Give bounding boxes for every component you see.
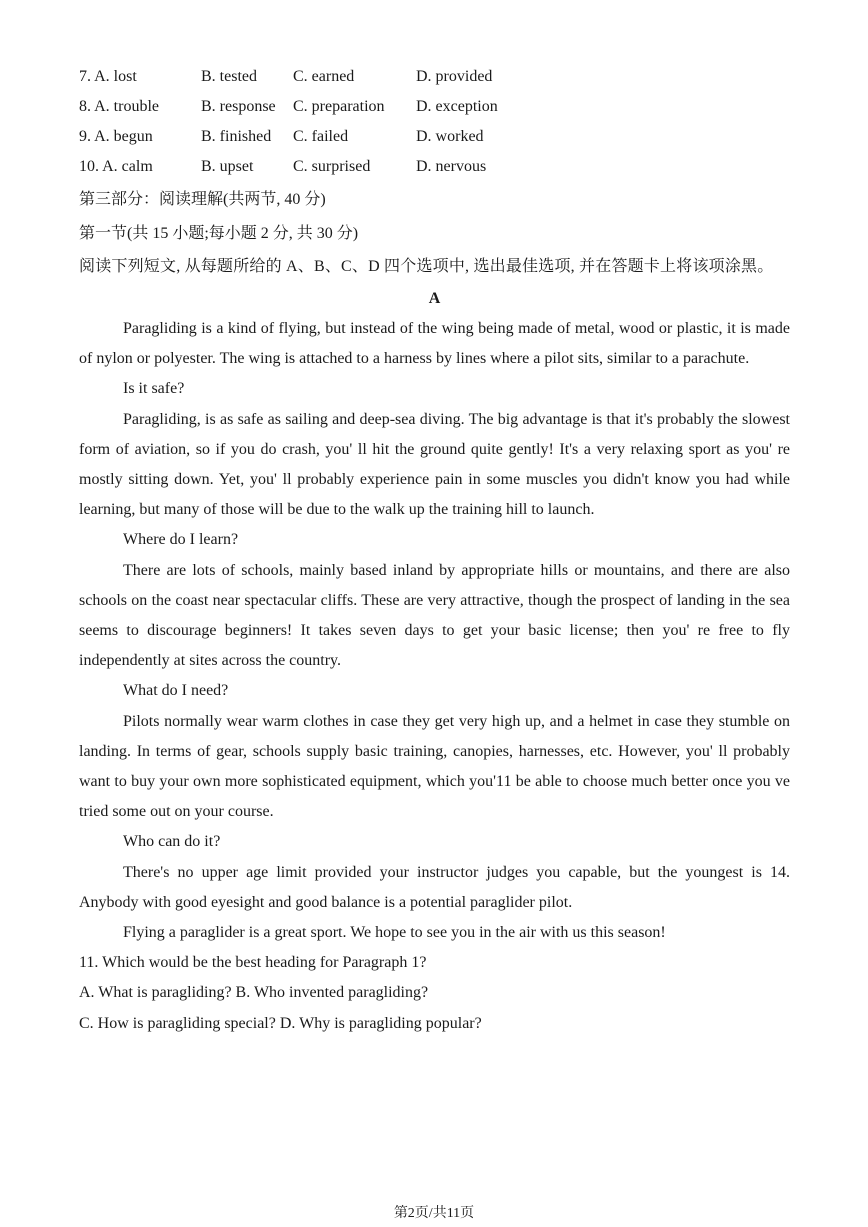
passage-paragraph: There's no upper age limit provided your instructor judges you capable, but the youngest is 14. Anybody with good eyesight and good balance is a potential paraglider pilot. <box>79 863 790 911</box>
option-b: B. response <box>201 98 276 115</box>
option-row-9 <box>79 122 790 152</box>
option-d: D. provided <box>416 68 493 85</box>
part-title: 第三部分：阅读理解(共两节, 40 分) <box>79 191 326 208</box>
option-b: B. tested <box>201 68 257 85</box>
section-title: 第一节(共 15 小题;每小题 2 分, 共 30 分) <box>79 225 359 242</box>
exam-page <box>79 62 790 1039</box>
passage-subheading: What do I need? <box>123 682 229 700</box>
question-block <box>79 948 790 1039</box>
cloze-options <box>79 62 790 182</box>
instructions: 阅读下列短文, 从每题所给的 A、B、C、D 四个选项中, 选出最佳选项, 并在答题卡上将该项涂黑。 <box>79 258 774 275</box>
option-c: C. failed <box>293 128 349 145</box>
option-a: 8. A. trouble <box>79 98 159 115</box>
passage-label: A <box>428 290 441 307</box>
option-d: D. worked <box>416 128 484 145</box>
option-c: C. preparation <box>293 98 385 115</box>
option-row-8 <box>79 92 790 122</box>
option-row-7 <box>79 62 790 92</box>
option-d: D. nervous <box>416 158 487 175</box>
option-row-10 <box>79 152 790 182</box>
question-options-line-2: C. How is paragliding special? D. Why is paragliding popular? <box>79 1014 482 1032</box>
passage-subheading: Is it safe? <box>123 380 185 398</box>
option-a: 7. A. lost <box>79 68 137 85</box>
page-footer: 第2页/共11页 <box>393 1206 475 1221</box>
passage-paragraph: Paragliding, is as safe as sailing and deep-sea diving. The big advantage is that it's probably the slowest form of aviation, so if you do crash, you' ll hit the ground quite gently! It's a very relaxing sport as you' re mostly sitting down. Yet, you' ll probably experience pain in some muscles you didn't know you had while learning, but many of those will be due to the walk up the training hill to launch. <box>79 410 790 519</box>
option-d: D. exception <box>416 98 498 115</box>
passage-paragraph: Flying a paraglider is a great sport. We hope to see you in the air with us this season! <box>123 924 666 942</box>
passage <box>79 314 790 948</box>
option-c: C. surprised <box>293 158 371 175</box>
option-b: B. upset <box>201 158 254 175</box>
passage-paragraph: There are lots of schools, mainly based inland by appropriate hills or mountains, and there are also schools on the coast near spectacular cliffs. These are very attractive, though the prospect of landing in the sea seems to discourage beginners! It takes seven days to get your basic license; then you' re free to fly independently at sites across the country. <box>79 561 790 670</box>
option-a: 9. A. begun <box>79 128 153 145</box>
passage-subheading: Where do I learn? <box>123 531 239 549</box>
option-a: 10. A. calm <box>79 158 153 175</box>
passage-paragraph: Pilots normally wear warm clothes in case they get very high up, and a helmet in case they stumble on landing. In terms of gear, schools supply basic training, canopies, harnesses, etc. However, you' ll probably want to buy your own more sophisticated equipment, which you'11 be able to choose much better once you ve tried some out on your course. <box>79 712 790 821</box>
passage-paragraph: Paragliding is a kind of flying, but instead of the wing being made of metal, wood or plastic, it is made of nylon or polyester. The wing is attached to a harness by lines where a pilot sits, similar to a parachute. <box>79 320 790 368</box>
option-b: B. finished <box>201 128 272 145</box>
passage-subheading: Who can do it? <box>123 833 221 851</box>
question-options-line-1: A. What is paragliding? B. Who invented paragliding? <box>79 984 429 1002</box>
option-c: C. earned <box>293 68 355 85</box>
question-stem: 11. Which would be the best heading for Paragraph 1? <box>79 954 427 972</box>
